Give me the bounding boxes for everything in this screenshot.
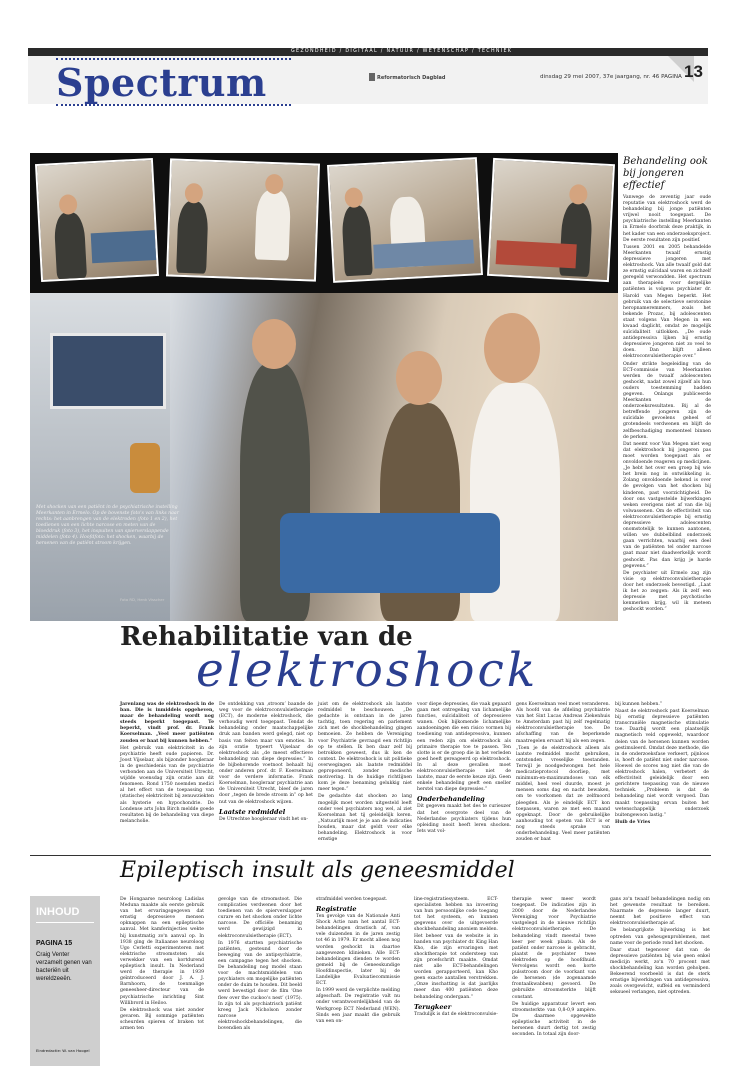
photo-credit: Foto RD, Henk Visscher bbox=[120, 597, 165, 602]
sidebar-paragraph: Tussen 2001 en 2005 behandelde Meerkanten twaalf ernstig depressieve jongeren met elektroshock. Van alle twaalf gold dat ze ernstig suïcidaal waren en zichzelf geregeld verwondden. Het spectrum aan therapieën voor dergelijke patiënten is volgens psychiater dr. Harold van Megen beperkt. Het gebruik van de selectieve serotonine heropnameremmers, zoals het bekende Prozac, bij adolescenten staat volgens Van Megen in een kwaad daglicht, omdat ze mogelijk suïcidaliteit uitlokken. „De oude antidepressiva lijken bij ernstig depressieve jongeren niet zo veel te doen. Dan blijft alleen elektroconvulsietherapie over.” bbox=[623, 244, 711, 360]
article-paragraph: De huidige apparatuur levert een stroomsterkte van 0,8-0,9 ampère. De daarmee opgewekte epileptische activiteit in de hersenen duurt dertig tot zestig seconden. In totaal zijn door- bbox=[512, 1001, 596, 1038]
article-paragraph: Naast de elektroshock past Koerselman bij ernstig depressieve patiënten transcraniële magnetische stimulatie toe. Daarbij wordt een plaatselijk magnetisch veld opgewekt, waardoor delen van de hersenen kunnen worden gestimuleerd. Omdat deze methode, die in de onderzoeksfase verkeert, pijnloos is, hoeft de patiënt niet onder narcose. Hoewel de scores nog niet die van de elektroshock halen, verbetert de effectiviteit geleidelijk door een gerichtere toepassing van de nieuwe techniek. „Probleem is dat de behandeling niet wordt vergoed. Dan maakt toepassing ervan buiten het wetenschappelijk onderzoek buitengewoon lastig.” bbox=[615, 709, 709, 818]
article2-column-3 bbox=[316, 897, 400, 1026]
article-paragraph: De gedachte dat shocken zo lang mogelijk moet worden uitgesteld leeft onder veel psychiaters nog wel, al ziet Koerselman het tij geleidelijk keren. „Natuurlijk moet je je aan de indicaties houden, maar dat geldt voor elke behandeling. Elektroshock is voor ernstige bbox=[318, 794, 412, 843]
article-lead: Jarenlang was de elektroshock in de ban. Die is inmiddels opgeheven, maar de behandeling wordt nog steeds beperkt toegepast. Te beperkt, vindt prof. dr. Frank Koerselman. „Veel meer patiënten zouden er baat bij kunnen hebben.” bbox=[120, 702, 214, 744]
title-dots-bottom bbox=[56, 104, 291, 108]
article-paragraph: In 1976 startten psychiatrische patiënten, gesteund door de beweging van de antipsychiatrie, een campagne tegen het shocken. De behandeling nog model staan voor de machtsmiddelen van psychiaters om mogelijke patiënten onder de duim te houden. Dit beeld werd bevestigd door de film ‘One flew over the cuckoo's nest’ (1975). In zijn tol als psychiatrisch patiënt kreeg Jack Nicholson zonder narcose elektroshockbehandelingen, die bovendien als bbox=[218, 940, 302, 1031]
sidebar-paragraph: Onder strikte begeleiding van de ECT-commissie van Meerkanten werden de twaalf adolescenten geshockt, nadat zowel zijzelf als hun ouders toestemming hadden gegeven. Onlangs publiceerde Meerkanten de onderzoeksresultaten. Bij al de betreffende jongeren zijn de suïcidale gevoelens geheel of grotendeels verdwenen en blijft de zelfbeschadiging momenteel binnen de perken. bbox=[623, 361, 711, 440]
photo-thumbnail-3 bbox=[327, 157, 483, 283]
article-paragraph: juist om de elektroshock als laatste redmiddel te beschouwen. „De gedachte is ontstaan in de jaren tachtig, toen regering en parlement zich met de shockbehandeling gingen bemoeien. Ze hebben de Vereniging voor Psychiatrie gevraagd een richtlijn op te stellen. Ik ben daar zelf bij betrokken geweest, dus ik ken de context. De elektroshock is uit politieke overwegingen als laatste redmiddel geproponeerd, zonder medische motivering. In de huidige richtlijnen kom je deze benaming gelukkig niet meer tegen.” bbox=[318, 702, 412, 793]
headline-top: Rehabilitatie van de bbox=[120, 622, 413, 652]
article-column-1 bbox=[120, 702, 214, 826]
article-column-6 bbox=[615, 702, 709, 827]
article2-column-6 bbox=[610, 897, 710, 998]
article-paragraph: voor diepe depressies, die vaak gepaard gaan met ontregeling van lichamelijke functies, suïcidaliteit of depressieve wanen. Ook bijkomende lichamelijke aandoeningen die een risico vormen bij toediening van antidepressiva, kunnen een reden zijn om elektroshock als primaire therapie toe te passen. Ten slotte is er de groep die in het verleden goed heeft gereageerd op elektroshock. In al deze gevallen moet elektroconvulsietherapie niet de laatste, maar de eerste keuze zijn. Geen enkele behandeling geeft een sneller herstel van diepe depressies.” bbox=[417, 702, 511, 793]
contents-label: INHOUD bbox=[36, 906, 80, 918]
newspaper-logo-icon bbox=[369, 73, 375, 81]
article-column-2 bbox=[219, 702, 313, 824]
article-column-4 bbox=[417, 702, 511, 836]
main-photo bbox=[30, 293, 618, 621]
subheading: Laatste redmiddel bbox=[219, 807, 286, 816]
article2-column-1 bbox=[120, 897, 204, 1033]
article-paragraph: gens Koerselman veel moet veranderen. Als hoofd van de afdeling psychiatrie van het Sint Lucas Andreas Ziekenhuis te Amsterdam past hij zelf regelmatig elektroconvulsietherapie toe. De afschaffing van de beperkende maatregelen ervaart hij als een zegen. bbox=[516, 702, 610, 744]
page-title: Spectrum bbox=[56, 60, 267, 105]
contents-divider bbox=[36, 922, 94, 923]
article-paragraph: De ontdekking van ‚stroom’ baande de weg voor de elektroconvulsietherapie (ECT), de moderne elektroshock, die verhoudig werd toegepast. Tendat de behandeling onder maatschappelijke druk aan banden werd gelegd, niet op basis van feiten maar van emoties. In zijn oratie typeert Vijselaar de elektroshock als „de meest effectieve behandeling van diepe depressies.” In de bijbehorende voetnoot behaalt hij onder anderen prof. dr. F. Koerselman voor de verdere informatie. Frank Koerselman, hoogleraar psychiatrie aan de Universiteit Utrecht, bleef de jaren door „tegen de brede stroom in” op het nut van de elektroshock wijzen. bbox=[219, 702, 313, 805]
article-paragraph: strafmiddel werden toegepast. bbox=[316, 897, 388, 902]
article-column-3 bbox=[318, 702, 412, 844]
sidebar-article bbox=[623, 156, 711, 614]
article-paragraph: Tradulijk is dat de elektroconvulsie- bbox=[414, 1011, 498, 1017]
article-paragraph: therapie weer meer wordt toegepast. De indicaties zijn in 2000 door de Nederlandse Vereniging voor Psychiatrie vastgelegd in de nieuwe richtlijn elektroconvulsietherapie. De behandeling vindt meestal twee keer per week plaats. Als de patiënt onder narcose is gebracht, plaatst de psychiater twee elektroden op de hoofdhuid. Vervolgens wordt een korte pulsstroom door de voorkant van de hersenen (de zogenaamde frontaalkwabben) gevoerd. De gebruikte stroomsterkte blijft constant. bbox=[512, 897, 596, 1000]
contents-teaser: Craig Venter verzamelt genen van bacteriën uit wereldzeeën. bbox=[36, 952, 92, 982]
article2-column-2 bbox=[218, 897, 302, 1033]
page-number: 13 bbox=[684, 62, 703, 81]
article2-column-4 bbox=[414, 897, 498, 1019]
photo-thumbnail-1 bbox=[35, 158, 159, 282]
contents-page-ref: PAGINA 15 bbox=[36, 940, 73, 947]
article-paragraph: De Utrechtse hoogleraar vindt het on- bbox=[219, 816, 308, 822]
headline-secondary: Epileptisch insult als geneesmiddel bbox=[120, 858, 515, 883]
article-paragraph: bij kunnen hebben.” bbox=[615, 702, 663, 707]
article2-column-5 bbox=[512, 897, 596, 1039]
article-paragraph: De elektroshock was niet zonder gevaren. Bij sommige patiënten scheurden spieren of braken tot armen ten bbox=[120, 1007, 204, 1031]
article-paragraph: De Hongaarse neuroloog Ladislas Meduna maakte als eerste gebruik van het ervaringsgegeven dat ernstig depressieve mensen opknappen na een epileptische aanval. Met kamferinjecties wekte hij kunstmatig zo'n aanval op. In 1938 ging de Italiaanse neuroloog Ugo Cerletti experimenteren met elektrische stroomstoten als verwekker van een kortdurend epileptisch insult. In Nederland werd de therapie in 1939 geïntroduceerd door J. A. J. Barnhoorn, de toenmalige geneesheer-directeur van de psychiatrische inrichting Sint Willibrord in Heiloo. bbox=[120, 897, 204, 1006]
article-paragraph: gevolge van de stroomstoot. Die complicaties verdwenen door het toedienen van de spierverslapper curare en het shocken onder lichte narcose. De officiële benaming werd gewijzigd in elektroconvulsietherapie (ECT). bbox=[218, 897, 302, 939]
article-paragraph: Dit gegeven maakt het des te curieuzer dat het overgrote deel van de Nederlandse psychiaters tijdens hun opleiding nooit heeft leren shocken. Iets wat vol- bbox=[417, 804, 511, 834]
editor-credit: Eindredactie: W. van Hoogel bbox=[36, 1048, 90, 1053]
article-paragraph: Daar staat tegenover dat van de depressieve patiënten bij wie geen enkel medicijn werkt, zo'n 70 procent met shockbehandeling kan worden geholpen. Bekeerend voorbeeld is dat de sterk ernstige bijwerkingen van antidepressiva, zoals overgewicht, suffeid en verminderd seksueel verlangen, niet optreden. bbox=[610, 947, 710, 996]
article-paragraph: In 1999 werd de verplichte melding afgeschaft. De registratie valt nu onder verantwoordelijkheid van de Werkgroep ECT Nederland (WEN). Sinds een jaar maakt die gebruik van een on- bbox=[316, 988, 400, 1024]
author-signature: Huib de Vries bbox=[615, 819, 651, 825]
sidebar-title: Behandeling ook bij jongeren effectief bbox=[623, 156, 708, 191]
article-paragraph: „Toen je de elektroshock alleen als laatste redmiddel mocht gebruiken, ontstonden vreselijke toestanden. Terwijl je noodgedwongen het hele medicatieprotocol doorliep, met minimum-en-maximumdoses van elk middel, heel veel duurde, moest je mensen soms dag en nacht bewaken, om te voorkomen dat ze zelfmoord pleegden. Als je eindelijk ECT kon toepassen, waren ze met een maand opgeknapt. Door de gebruikelijke aanhouding tot opeten van ECT is er nog steeds sprake van onderbehandeling. Veel meer patiënten zouden er baat bbox=[516, 745, 610, 843]
photo-caption: Met shocken van een patiënt in de psychiatrische instelling Meerkanten in Ermelo. Op de bovenste foto's van links naar rechts: het aanbrengen van de elektroden (foto 1 en 2), het toedienen van een lichte narcose en meten van de bloeddruk (foto 3), het inspuiten van spierverslappende middelen (foto 4). Hoofdfoto: het shocken, waarbij de hersenen van de patiënt stroom krijgen. bbox=[36, 505, 179, 546]
section-divider bbox=[30, 855, 711, 856]
section-strip: GEZONDHEID / DIGITAAL / NATUUR / WETENSCHAP / TECHNIEK bbox=[291, 49, 513, 54]
photo-thumbnail-2 bbox=[166, 158, 320, 281]
subheading: Terugkeer bbox=[414, 1002, 452, 1011]
article-paragraph: Het gebruik van elektriciteit in de psychiatrie heeft oude papieren. Dr. Joost Vijselaar, als bijzonder hoogleraar in de geschiedenis van de psychiatrie verbonden aan de Universiteit Utrecht, wijdde woensdag zijn oratie aan dit fenomeen. Rond 1750 noemden medici al het effect van de toepassing van (statische) elektriciteit bij zenuwziekten als hysterie en hypochondrie. De Londense arts John Birch meldde goede resultaten bij de behandeling van diepe melancholie. bbox=[120, 745, 214, 824]
photo-collage bbox=[30, 153, 618, 621]
subheading: Registratie bbox=[316, 905, 357, 914]
article-paragraph: Ten gevolge van de Nationale Anti Shock Actie nam het aantal ECT-behandelingen drastisch af, van vele duizenden in de jaren zestig tot 46 in 1979. Er mocht alleen nog worden geshockt in daartoe aangewezen klinieken. Alle ECT-behandelingen dienden te worden gemeld bij de Geneeskundige Hoofdinspectie, later bij de Landelijke Evaluatiecommissie ECT. bbox=[316, 914, 400, 987]
article-paragraph: gans zo'n twaalf behandelingen nodig om het gewenste resultaat te bereiken. Naarmate de depressie langer duurt, neemt het positieve effect van elektroconvulsietherapie af. bbox=[610, 897, 710, 927]
newspaper-name: Reformatorisch Dagblad bbox=[377, 75, 446, 81]
sidebar-paragraph: Dat neemt voor Van Megen niet weg dat elektroshock bij jongeren pas moet worden toegepast als er onvoldoende reageren op medicijnen. „Je hebt het over een groep bij wie het brein nog in ontwikkeling is. Zolang onvoldoende bekend is over de gevolgen van het shocken bij kinderen, past voorzichtigheid. De door ons vastgestelde bijwerkingen weken overigens niet af van die bij volwassenen. Om de effectiviteit van elektroconvulsietherapie bij ernstig depressieve adolescenten onomstotelijk te kunnen aantonen, willen we dubbelblind onderzoek gaan verrichten, waarbij een deel van de patiënten tel onder narcose gaat maar niet daadwerkelijk wordt geshockt. Pas dan krijg je harde gegevens.” bbox=[623, 441, 711, 569]
subheading: Onderbehandeling bbox=[417, 795, 485, 804]
sidebar-paragraph: De psychiater uit Ermelo zag zijn visie op elektroconvulsietherapie door het onderzoek bevestigd. „Laat ik het zo zeggen: Als ik zelf een depressie met psychotische kenmerken krijg, wil ik meteen geshockt worden.” bbox=[623, 570, 711, 613]
photo-thumbnail-4 bbox=[487, 158, 615, 282]
headline-main: elektroshock bbox=[196, 643, 539, 698]
article-paragraph: De belangrijkste bijwerking is het optreden van geheugenproblemen, met name voor de periode rond het shocken. bbox=[610, 928, 710, 946]
article-paragraph: line-registratiesysteem. ECT-specialisten hebben na invoering van hun persoonlijke code toegang tot het systeem, en kunnen gegevens over de uitgevoerde shockbehandeling anoniem melden. Het beheer van de website is in handen van psychiater dr. King Han Kho, die zijn ervaringen met shocktherapie tot ondersteep van zijn proefschrift maakte. Omdat niet alle ECT-behandelingen worden gerapporteerd, kan Kho geen exacte aantallen verstrekken. „Onze inschatting is dat jaarlijks meer dan 400 patiënten deze behandeling ondergaan.” bbox=[414, 897, 498, 1000]
sidebar-paragraph: Vanwege de zeventig jaar oude reputatie van elektroshock werd de behandeling bij jonge patiënten vrijwel nooit toegepast. De psychiatrische instelling Meerkanten in Ermelo doorbrak deze praktijk, in het kader van een onderzoeksproject. De eerste resultaten zijn positief. bbox=[623, 195, 711, 243]
sidebar-body bbox=[623, 195, 711, 613]
issue-info: dinsdag 29 mei 2007, 37e jaargang, nr. 46 PAGINA bbox=[540, 74, 682, 80]
contents-box bbox=[30, 896, 100, 1066]
article-column-5 bbox=[516, 702, 610, 844]
